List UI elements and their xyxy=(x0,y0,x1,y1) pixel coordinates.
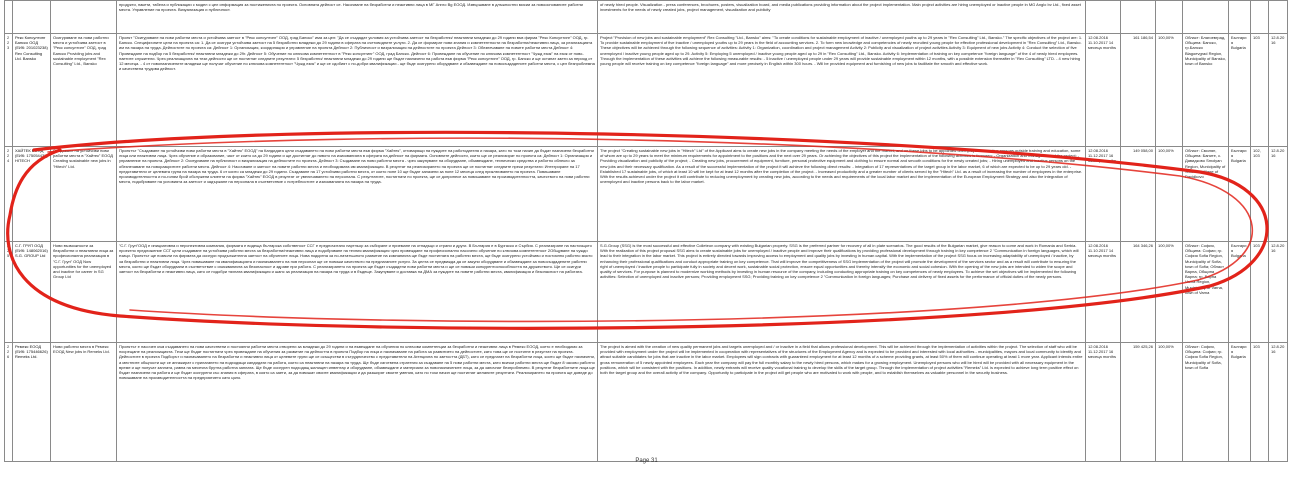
description-en: The project is aimed with the creation of new quality permanent jobs and targets unemployed and / or inactive in a field that allows professional development. This will be achieved through the implementation of activities within the project. The selection of staff who will be provided with employment under the project will be implemented in cooperation with representatives of the structures of the Employment Agency and is expected to be provided and interested with local authorities - municipalities, mayors and local community to identify and attract suitable candidates for jobs that are inactive in the labor market. Employees will sign contracts with guaranteed employment for at least 12 months of a scheme providing grants, at least 50% of them will continue operating at least 1 more year. Applicant intends entire gross remuneration of 5 newly appointed employees. Each year the company will pay the full monthly salary to the newly hired persons, which makes for a growing employment. Unemployed persons who will be hired will be provided with all necessary equipment in the positions, which will be consistent with the positions. In addition, newly entrants will receive quality vocational training to develop the skills of the target group. Through the implementation of project activities "Remeks" Ltd. is expected to achieve long term positive effect on both the target group and the overall activity of the company. Opportunity to participate in the project will get people who are motivated to work with people, and to establish themselves as valuable personnel in the security business. xyxy=(598,343,1086,462)
table-row xyxy=(5,1,1288,34)
project-dates: 12.08.2016 11.12.2017 16 месеца months xyxy=(1086,147,1121,242)
category-code: 103 xyxy=(1251,242,1269,343)
project-amount: 159 425,26 xyxy=(1121,343,1156,462)
project-dates: 12.08.2016 11.10.2017 14 месеца months xyxy=(1086,242,1121,343)
projects-table xyxy=(4,0,1288,462)
table-row xyxy=(5,34,1288,147)
row-number: 223 xyxy=(5,34,13,147)
description-bg: продукти, пакети, табела и публикации с модел с цел информация за постиженията по проекта. Основната дейност се. Насочване на безработни и неактивни лица в МГ Англо Bg ЕООД. Извършване в длъжностни мисии за новооснованите работни места. Управление на проекта. Визуализация и публичност. xyxy=(117,1,598,34)
project-location: Област: София, Община: Софии; гр. София Sofia Region, Municipality of Sofia, town of Sofia; Област Варна, Община Варна; гр. Варна Varna Region, Municipality of Varna, town of Varna xyxy=(1183,242,1229,343)
update-date: 12.8.2016 xyxy=(1269,343,1288,462)
project-location: Област: София, Община: Софии; гр. София Sofia Region, Municipality of Sofia, town of Sofia xyxy=(1183,343,1229,462)
description-bg: Проектът е насочен към създаването на нови качествени и постоянни работни места отворени за младежи до 29 години и на въвеждане на обучения по ключови компетенции за безработни и неактивни лица в Ремекс ЕООД, което е необходимо за посрещане на реализацията. Тези ще бъдат постигнати чрез провеждане на обучения за развитие на дейността в проекта Подбор на лица и назначаване на работа за развитието на дейностите, като това ще се постигне в резултат на проекта. Дейностите в проекта Подборът и назначаването на безработни и неактивни лица от целевите групи ще се осъществи в сътрудничество с представители на Агенцията по заетостта (ДБТ), като се предлагат на безработни лица, които ще бъдат назначени, а местните общности ще се ангажират с прилагането на подходящи кандидати на работа, които са неактивни на пазара на труда. Ще бъде изготвена стратегия за създаване на 5 нови работни места, като всички работни места ще бъдат 8 часово работно време и ще получат заплата, равна на месечна брутна работна заплата. Ще бъде осигурен подходящ жилищен инвентар и оборудване, обзавеждане и материали за новоназначените лица, за да започнат безпроблемно. В резултат безработните лица ще бъдат назначени на работа и ще бъдат осигурени със знания в сферата, в която са заети, за да повишат своите квалификации и да разширят своите умения, като по този начин ще постигнат желаните резултати. Реализирането на проекта ще доведе до повишаване на производителността на предприятието като цяло. xyxy=(117,343,598,462)
project-title: Нови работни места в Ремекс ЕООД New jobs in Remeks Ltd. xyxy=(51,343,117,462)
beneficiary-name: Ремекс ЕООД (ЕИК: 175446626) Remeks Ltd. xyxy=(13,343,51,462)
description-bg: Проект "Осигуряване на нови работни места и устойчива заетост в "Рекс консултинг" ООД, град Банско" има за цел: "Да се създадат условия за устойчива заетост на безработни/ неактивни младежи до 29 години във фирма "Рекс Консултинг" ООД, гр. Банско. Специфичните цели на проекта са: 1. Да се осигури устойчива заетост на 5 безработни младежи до 29 години в сферата на счетоводните услуги. 2. Да се формират нови знания и компетентности на безработни/неактивни лица, за реализацията им на пазара на труда. Дейностите по проекта са: Дейност 1: Организация, координация и управление на проекта Дейност 2: Публичност и визуализация на дейностите по проекта Дейност 3: Обезпечаване на новите работни места Дейност 4: Провеждане на подбор на 5 безработни/ неактивни младежи до 29г. Дейност 5: Обучение по ключова компетентност в "Рекс консултинг" ООД, град Банско. Дейност 6: Провеждане на обучение по ключова компетентност "Чужд език" на език от ново-наетите служители. Чрез реализацията на тези дейности ще се постигнат следните резултати: 5 безработни/ неактивни младежи до 29 години ще бъдат назначени на работа във фирма "Рекс консултинг" ООД, гр. Банско и ще останат заети за период от 12 месеца. - 4 от новоназначените младежи ще получат обучение по ключова компетентност "Чужд език" и ще се сдобият с по-добри квалификации - ще бъде осигурено оборудване и обзавеждане на новосъздадените работни места, с цел безпроблемна и качествена трудова дейност. xyxy=(117,34,598,147)
cofinancing-percent: 100,00% xyxy=(1156,147,1183,242)
description-en: S.G.Group (SSG) is the most successful and effective Colleteon company with existing Bulgarian property. SSG is the preferred partner for recovery of all in plate scenarios. The good results of the Bulgarian market, give reason to come and work in Romania and Serbia. With the realization of this project proposal SSG aims to create sustainable jobs for unemployed / inactive people and improve their qualifications by providing professional development through training in key competence 2 "Communication in foreign languages, which will lead to their integration in the labor market. This project is entirely directed towards improving access to employment and quality jobs by investing in human capital. With the implementation of the project SSG focus on increasing adaptability of unemployed / inactive, by enhancing their professional qualifications and conduct appropriate training on key competence. That will improve the competitiveness of SSG implementation of the project will promote the development of the services sector and as a result will contribute to ensuring the right of unemployed / inactive people to participate fully in society and decent work, sustainable social protection, ensure equal opportunities and thereby intensify the economic and social cohesion. With the opening of the new jobs are intended to widen the scope and quality of services. For purpose is planned to modernize working methods by investing in human resource of the company, including conducting appropriate training on key competences of newly employees. To achieve the set objectives will be implemented the following activities: Selection of unemployed and inactive persons; Providing employment SSG; Providing training on key competence 2 "Communication in foreign languages; Purchase and delivery of fixed assets for the performance of official duties of the newly persons. xyxy=(598,242,1086,343)
row-number: 224 xyxy=(5,147,13,242)
project-country: България Bulgaria xyxy=(1229,34,1251,147)
category-code: 103 xyxy=(1251,343,1269,462)
description-en: of newly hired people. Visualization - press conferences, brochures, posters, visualization board, and media publications providing information about the project implementation. Main project activities are hiring unemployed or inactive people in MG Anglo bv Ltd., fixed asset investments for the needs of newly created jobs, project management, visualization and publicity xyxy=(598,1,1086,34)
project-country: България Bulgaria xyxy=(1229,343,1251,462)
project-location: Област: Смолян, Община: Баните, с. Давидково Smolyan Region, Municipality of Smolian, Village of Davidkovo xyxy=(1183,147,1229,242)
category-code: 102, 103 xyxy=(1251,147,1269,242)
project-amount: 161 186,54 xyxy=(1121,34,1156,147)
table-row xyxy=(5,343,1288,462)
description-en: Project "Provision of new jobs and sustainable employment" Rex Consulting "Ltd., Bansko" aims: "To create conditions for sustainable employment of inactive / unemployed youths up to 29 years in "Rex Consulting" Ltd., Bansko." The specific objectives of the project are: 1. To provide sustainable employment of five inactive / unemployed youths up to 29 years in the field of accounting services. 2. To form new knowledge and competencies of newly recruited young people for effective professional development in "Rex Consulting" Ltd., Bansko. These objectives will be achieved through the following sequence of activities: Activity 1: Organization, coordination and project management Activity 2: Publicity and visualization of project activities Activity 3: Equipment of new jobs Activity 4: Conduct the selection of five unemployed / inactive young people aged up to 29. Activity 5: Employing 5 unemployed / inactive young people aged up to 29 in "Rex Consulting" Ltd., Bansko. Activity 6: Implementation of training on key competence "foreign language" of the 4 of newly hired employees. Through the implementation of these activities will achieve the following measurable results: - 5 inactive / unemployed people under 29 years will provide sustainable employment within 12 months, with a possible extension thereafter in "Rex Consulting" LTD. - 4 new hiring young people will receive training on key competence "foreign language" and more precisely in English within 300 hours. - Will be provided equipment and furnishing of new jobs to facilitate the smooth and effective work. xyxy=(598,34,1086,147)
update-date: 12.8.2016 xyxy=(1269,147,1288,242)
project-title: Създаване на устойчиви нови работни места в "Хайтек" ЕООД Creating sustainable new jobs in "Hitech" Ltd. xyxy=(51,147,117,242)
project-location: Област: Благоевград, Община: Банско, гр.Банско Blagoevgrad Region, Municipality of Bansko, town of Bansko xyxy=(1183,34,1229,147)
project-dates: 12.08.2016 11.12.2017 16 месеца months xyxy=(1086,343,1121,462)
description-bg: Проектът "Създаване на устойчиви нови работни места в "Хайтек" ЕООД" на Кандидата цели създаването на нови работни места във фирма "Хайтек", отговарящи на нуждите на работодателя и пазара, като по този начин да бъдат назначени безработни лица или неактивни лица. Чрез обучение и образование, част от които са до 29 години и ще достигнат до нивото на изискванията в сферата на дейност на фирмата. Основните дейности, които ще се реализират по проекта са: Дейност 1: Организация и управление на проекта. Дейност 2: Осигуряване на публичност и визуализация на дейностите по проекта. Дейност 3: Създаване на нови работни места - чрез закупуване на оборудване, обзавеждане, технически средства и работно облекло за обезпечаване на новоразкритите работни места. Дейност 4: Насочване и заетост на новите работни места и необходимата им квалификация. В резултат на реализирането на проекта ще се постигнат следните преки резултати: Интегриране на 17 представители от целевата група на пазара на труда. 6 от които са младежи до 29 години. Създаване на 17 устойчиви работни места, от които поне 10 ще бъдат запазени за поне 12 месеца след приключването на проекта. Повишаване производителността и по-голям брой обслужени клиенти на фирма "Хайтек" ЕООД в резултат от увеличаването на персонала. С резултатите, постигнати по проекта, ще се допринесе за повишаване на производителността, качеството на нови работни места, подобряване на условията за заетост и задържане на персонала в съответствие с потребностите и изискванията на пазара на труда. xyxy=(117,147,598,242)
beneficiary-name: ХАЙТЕК ЕООД (ЕИК: 175054432) HITECH xyxy=(13,147,51,242)
update-date: 12.8.2016 xyxy=(1269,242,1288,343)
page-number: Page 31 xyxy=(635,458,658,464)
beneficiary-name: С.Г. ГРУП ООД (ЕИК: 148062016) S.G. GROUP Ltd xyxy=(13,242,51,343)
project-amount: 149 058,00 xyxy=(1121,147,1156,242)
project-country: България Bulgaria xyxy=(1229,242,1251,343)
row-number: 225 xyxy=(5,242,13,343)
category-code: 103 xyxy=(1251,34,1269,147)
project-amount: 164 346,26 xyxy=(1121,242,1156,343)
project-country: България Bulgaria xyxy=(1229,147,1251,242)
project-title: Осигуряване на нови работни места и устойчива заетост в "Рекс консултинг" ООД, град Банско Providing jobs and sustainable employment "Rex Consulting" Ltd., Bansko xyxy=(51,34,117,147)
cofinancing-percent: 100,00% xyxy=(1156,242,1183,343)
table-row xyxy=(5,242,1288,343)
cofinancing-percent: 100,00% xyxy=(1156,343,1183,462)
row-number: 226 xyxy=(5,343,13,462)
cofinancing-percent: 100,00% xyxy=(1156,34,1183,147)
project-dates: 12.08.2016 11.10.2017 14 месеца months xyxy=(1086,34,1121,147)
project-title: Нови възможности за безработни и неактивни лица за професионална реализация в "С.Г. Груп" ООД Now opportunities for the unemployed and inactive for career in SG Group Ltd xyxy=(51,242,117,343)
beneficiary-name: Рекс Консултинг Банско ООД (ЕИК: 201023238) Rex Consulting Ltd. Bansko xyxy=(13,34,51,147)
table-row xyxy=(5,147,1288,242)
update-date: 12.8.2016 xyxy=(1269,34,1288,147)
description-bg: "С.Г. Груп"ООД е инициативна и перспективна компания, фирмата е водеща българска собственост ССГ е предпочитано партньор за събиране и приемане на отпадъци и страни и други. В България е в Бургаско и Сърбия. С реализиране на настоящото проектно предложение ССГ цели създаване на устойчиви работни места за безработни/неактивни лица и подобряване на техния квалификация чрез провеждане на професионално насочено обучение по ключова компетентност 2Общуване на чужди езици. Проектът ще позволи на фирмата да осигури продължителна заетост на обучените лица. Нова подкрепа за по-нататъшното развитие на компанията ще бъде постигната на работни места, ще бъде осигурено устойчиво и постоянно работно място за безработни и неактивни лица. Чрез повишаване на квалификацията и назначаването на нов персонал ще се повиши качеството на предлаганите услуги. За целта се предвижда да се закупи оборудване и обзавеждане за новосъздадените работни места, които ще бъдат оборудвани в съответствие с изискванията за безопасност и здраве при работа. С реализирането на проекта ще бъдат създадени нови работни места и ще се повиши конкурентоспособността на дружеството. Ще се осигури заетост на безработни и неактивни лица, като се подобри тяхната квалификация и шанс за реализация на пазара на труда и в бъдеще. Закупуване и доставка на ДМА за нуждите на новите работни места, квалификация и безопасност на работата. xyxy=(117,242,598,343)
description-en: The project "Creating sustainable new jobs in "Hitech" Ltd" of the Applicant aims to create new jobs in the company meeting the needs of the employer and the market, and on these jobs to be appointed unemployed or inactive persons outside training and education, some of whom are up to 29 years to meet the minimum requirements for appointment to the positions and the next over 29 years. Or achieving the objectives of this project the implementation of the following activities is foreseen: - Organization and management of the project; - Providing visualization and publicity of the project; - Creating new jobs, procurement of equipment, furniture, personal protective equipment and clothing to ensure normal and smooth conditions for the newly created jobs; - Hiring unemployed and inactive persons on the new jobs and their necessary qualification. As a result of the successful implementation of the project it will achieve the following direct results: - Integration of 17 representatives of the target group in the labor market, 6 of which are expected to be up to 29 years old. - Established 17 sustainable jobs, of which at least 10 will be kept for at least 12 months after the completion of the project. - Increased productivity and a greater number of clients served by the "Hitech" Ltd. as a result of increasing the number of employees in the enterprise. With the results achieved under the project it will contribute to reducing unemployment by creating new jobs, according to the needs and requirements of the local labor market and the implementation of the European Employment Strategy and also the integration of unemployed and inactive persons back to the labor market. xyxy=(598,147,1086,242)
